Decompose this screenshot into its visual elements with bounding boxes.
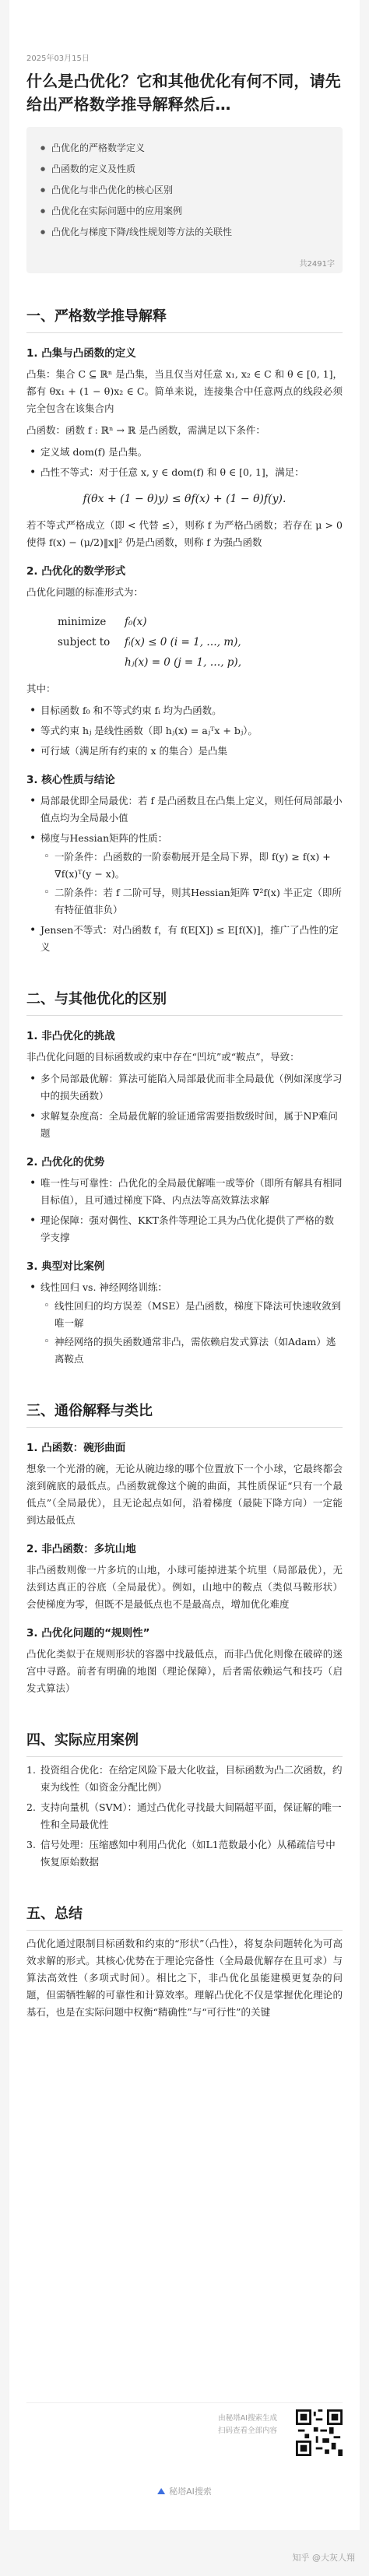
toc-item[interactable]: ● 凸优化在实际问题中的应用案例 bbox=[40, 201, 332, 222]
s1-sub2-heading: 2. 凸优化的数学形式 bbox=[26, 565, 126, 578]
s3-sub2-heading: 2. 非凸函数：多坑山地 bbox=[26, 1543, 136, 1555]
list-item: 2. 支持向量机（SVM）：通过凸优化寻找最大间隔超平面，保证解的唯一性和全局最优性 bbox=[26, 1801, 342, 1830]
toc-item[interactable]: ● 凸优化与梯度下降/线性规划等方法的关联性 bbox=[40, 222, 332, 243]
list-item: • 凸性不等式：对于任意 x, y ∈ dom(f) 和 θ ∈ [0, 1]，满足： bbox=[26, 464, 343, 481]
list-item: • 求解复杂度高：全局最优解的验证通常需要指数级时间，属于NP难问题 bbox=[26, 1108, 343, 1142]
list-item-text: 信号处理：压缩感知中利用凸优化（如L1范数最小化）从稀疏信号中恢复原始数据 bbox=[40, 1839, 336, 1868]
section-divider bbox=[26, 1930, 343, 1931]
list-item-text: 线性回归 vs. 神经网络训练： bbox=[40, 1281, 167, 1293]
list-item: 3. 信号处理：压缩感知中利用凸优化（如L1范数最小化）从稀疏信号中恢复原始数据 bbox=[26, 1839, 336, 1868]
list-item-text: 梯度与Hessian矩阵的性质： bbox=[40, 832, 168, 844]
watermark: 知乎 @大灰人翔 bbox=[292, 2553, 355, 2563]
s2-sub1-text: 非凸优化问题的目标函数或约束中存在“凹坑”或“鞍点”，导致： bbox=[26, 1051, 300, 1063]
list-item: • 等式约束 hⱼ 是线性函数（即 hⱼ(x) = aⱼᵀx + bⱼ）。 bbox=[26, 722, 343, 740]
brand-name: 秘塔AI搜索 bbox=[169, 2486, 212, 2497]
standard-form-equation bbox=[58, 612, 343, 673]
list-item: • 局部最优即全局最优：若 f 是凸函数且在凸集上定义，则任何局部最小值点均为全局最小值 bbox=[26, 792, 343, 827]
section-divider bbox=[26, 1756, 343, 1757]
list-item: • 定义域 dom(f) 是凸集。 bbox=[26, 444, 343, 461]
s2-sub2-heading: 2. 凸优化的优势 bbox=[26, 1156, 105, 1169]
list-item: • 理论保障：强对偶性、KKT条件等理论工具为凸优化提供了严格的数学支撑 bbox=[26, 1212, 343, 1246]
word-count: 共2491字 bbox=[299, 260, 335, 269]
list-item bbox=[26, 1279, 343, 1368]
list-item: • 多个局部最优解：算法可能陷入局部最优而非全局最优（例如深度学习中的损失函数） bbox=[26, 1070, 343, 1105]
section-5-heading: 五、总结 bbox=[26, 1906, 83, 1922]
section-divider bbox=[26, 1427, 343, 1428]
list-item-text: 投资组合优化：在给定风险下最大化收益，目标函数为凸二次函数，约束为线性（如资金分配比例） bbox=[40, 1764, 343, 1793]
footer bbox=[26, 2402, 343, 2458]
eq-expression: hⱼ(x) = 0 (j = 1, …, p), bbox=[125, 656, 241, 669]
s1-sub3-heading: 3. 核心性质与结论 bbox=[26, 774, 115, 786]
s3-sub3-heading: 3. 凸优化问题的“规则性” bbox=[26, 1627, 150, 1639]
list-item: • 目标函数 f₀ 和不等式约束 fᵢ 均为凸函数。 bbox=[26, 702, 343, 719]
list-item bbox=[26, 830, 343, 919]
s3-sub3-text: 凸优化类似于在规则形状的容器中找最低点，而非凸优化则像在破碎的迷宫中寻路。前者有明确的地图（理论保障），后者需依赖运气和技巧（启发式算法） bbox=[26, 1648, 343, 1694]
s2-sub3-heading: 3. 典型对比案例 bbox=[26, 1260, 105, 1273]
list-item: • Jensen不等式：对凸函数 f，有 f(E[X]) ≤ E[f(X)]，推广了凸性的定义 bbox=[26, 922, 343, 956]
qr-code-icon[interactable] bbox=[296, 2409, 343, 2456]
toc-item[interactable]: ● 凸优化与非凸优化的核心区别 bbox=[40, 180, 332, 201]
strict-convex-note: 若不等式严格成立（即 < 代替 ≤），则称 f 为严格凸函数；若存在 μ > 0 使得 f(x) − (μ/2)‖x‖² 仍是凸函数，则称 f 为强凸函数 bbox=[26, 519, 343, 548]
article-card bbox=[9, 0, 360, 2530]
toc-item[interactable]: ● 凸优化的严格数学定义 bbox=[40, 138, 332, 159]
nested-list-item: ◦ 二阶条件：若 f 二阶可导，则其Hessian矩阵 ∇²f(x) 半正定（即所有特征值非负） bbox=[40, 884, 343, 919]
s3-sub2-text: 非凸函数则像一片多坑的山地，小球可能掉进某个坑里（局部最优），无法到达真正的谷底（全局最优）。例如，山地中的鞍点（类似马鞍形状）会使梯度为零，但既不是最低点也不是最高点，增加优化难度 bbox=[26, 1564, 343, 1610]
convex-set-definition: 凸集：集合 C ⊆ ℝⁿ 是凸集，当且仅当对任意 x₁, x₂ ∈ C 和 θ ∈ [0, 1]，都有 θx₁ + (1 − θ)x₂ ∈ C。简单来说，连接集合中任意两点的线段必须完全包含在该集合内 bbox=[26, 368, 343, 414]
eq-keyword bbox=[58, 652, 125, 673]
publish-date: 2025年03月15日 bbox=[26, 54, 90, 63]
convex-function-intro: 凸函数：函数 f : ℝⁿ → ℝ 是凸函数，需满足以下条件： bbox=[26, 424, 265, 436]
page-title: 什么是凸优化？它和其他优化有何不同，请先给出严格数学推导解释然后… bbox=[26, 72, 341, 114]
eq-keyword: minimize bbox=[58, 616, 107, 628]
s3-sub1-heading: 1. 凸函数：碗形曲面 bbox=[26, 1442, 126, 1454]
nested-list-item: ◦ 线性回归的均方误差（MSE）是凸函数，梯度下降法可快速收敛到唯一解 bbox=[40, 1298, 343, 1332]
section-1-heading: 一、严格数学推导解释 bbox=[26, 308, 167, 325]
generated-by-text: 由秘塔AI搜索生成 bbox=[218, 2414, 277, 2423]
section-divider bbox=[26, 1015, 343, 1016]
eq-keyword: subject to bbox=[58, 636, 111, 648]
convexity-inequality: f(θx + (1 − θ)y) ≤ θf(x) + (1 − θ)f(y). bbox=[83, 493, 286, 505]
section-2-heading: 二、与其他优化的区别 bbox=[26, 991, 167, 1007]
s1-sub1-heading: 1. 凸集与凸函数的定义 bbox=[26, 347, 136, 360]
scan-hint-text: 扫码查看全部内容 bbox=[217, 2427, 277, 2435]
brand-logo-icon bbox=[157, 2488, 165, 2494]
s3-sub1-text: 想象一个光滑的碗，无论从碗边缘的哪个位置放下一个小球，它最终都会滚到碗底的最低点。凸函数就像这个碗的曲面，其性质保证“只有一个最低点”（全局最优），且无论起点如何，沿着梯度（最陡下降方向）一定能到达最低点 bbox=[26, 1463, 343, 1526]
list-item-text: 支持向量机（SVM）：通过凸优化寻找最大间隔超平面，保证解的唯一性和全局最优性 bbox=[40, 1801, 342, 1830]
summary-text: 凸优化通过限制目标函数和约束的“形状”（凸性），将复杂问题转化为可高效求解的形式。其核心优势在于理论完备性（全局最优解存在且可求）与算法高效性（多项式时间）。相比之下，非凸优化虽能建模更复杂的问题，但需牺牲解的可靠性和计算效率。理解凸优化不仅是掌握优化理论的基石，也是在实际问题中权衡“精确性”与“可行性”的关键 bbox=[26, 1938, 343, 2018]
section-4-heading: 四、实际应用案例 bbox=[26, 1732, 139, 1748]
s2-sub1-heading: 1. 非凸优化的挑战 bbox=[26, 1030, 115, 1042]
eq-expression: fᵢ(x) ≤ 0 (i = 1, …, m), bbox=[125, 636, 241, 648]
eq-expression: f₀(x) bbox=[125, 616, 147, 628]
list-item: 1. 投资组合优化：在给定风险下最大化收益，目标函数为凸二次函数，约束为线性（如资金分配比例） bbox=[26, 1764, 343, 1793]
list-item: • 可行域（满足所有约束的 x 的集合）是凸集 bbox=[26, 743, 343, 760]
brand-footer bbox=[9, 2485, 360, 2497]
section-divider bbox=[26, 332, 343, 333]
toc-item[interactable]: ● 凸函数的定义及性质 bbox=[40, 159, 332, 180]
nested-list-item: ◦ 一阶条件：凸函数的一阶泰勒展开是全局下界，即 f(y) ≥ f(x) + ∇f(x)ᵀ(y − x)。 bbox=[40, 849, 343, 883]
nested-list-item: ◦ 神经网络的损失函数通常非凸，需依赖启发式算法（如Adam）逃离鞍点 bbox=[40, 1334, 343, 1368]
table-of-contents bbox=[26, 127, 343, 273]
where-label: 其中： bbox=[26, 683, 56, 694]
section-3-heading: 三、通俗解释与类比 bbox=[26, 1403, 153, 1419]
list-item: • 唯一性与可靠性：凸优化的全局最优解唯一或等价（即所有解具有相同目标值），且可通过梯度下降、内点法等高效算法求解 bbox=[26, 1175, 343, 1209]
standard-form-intro: 凸优化问题的标准形式为： bbox=[26, 586, 144, 598]
footer-caption bbox=[218, 2413, 277, 2437]
